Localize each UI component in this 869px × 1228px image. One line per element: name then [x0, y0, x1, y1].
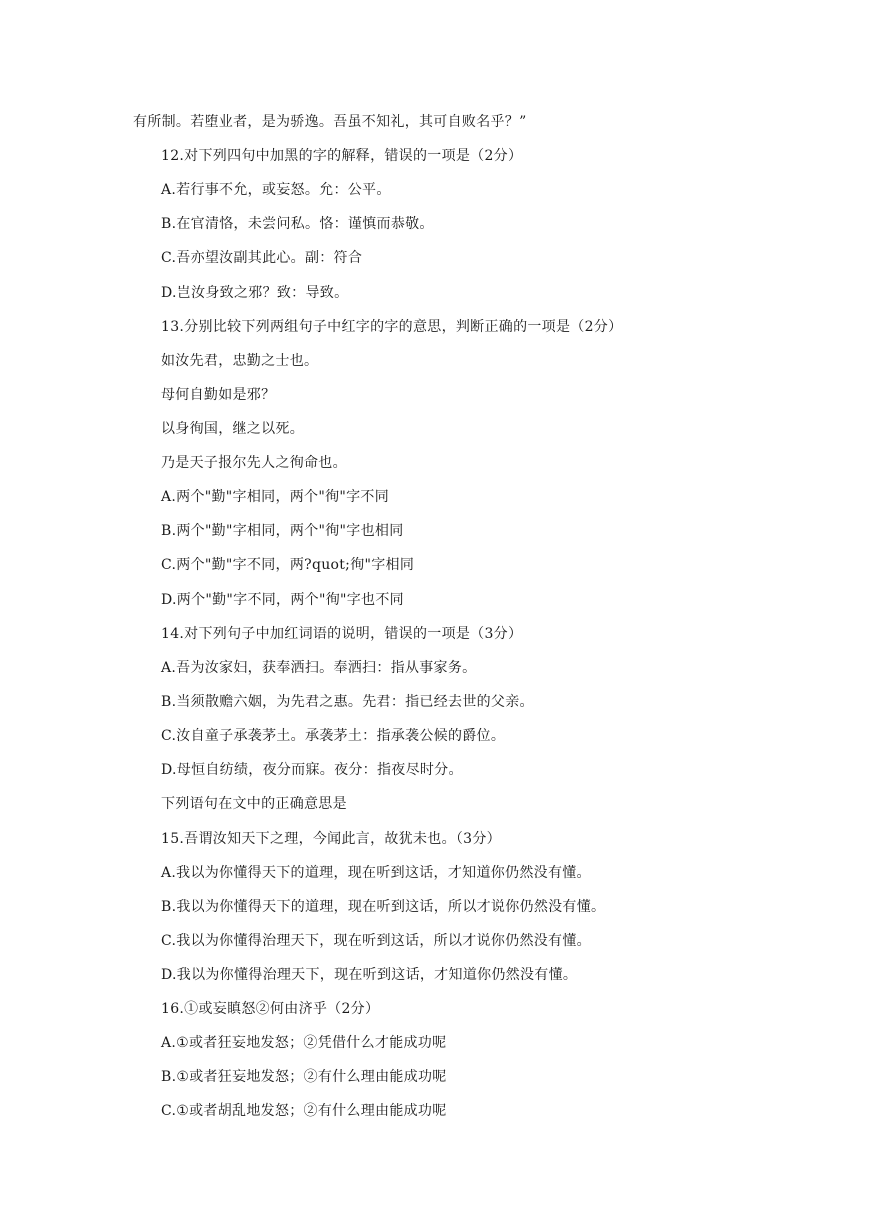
question-16-option-c: C.①或者胡乱地发怒；②有什么理由能成功呢 [161, 1103, 447, 1119]
question-14-option-c: C.汝自童子承袭茅土。承袭茅土：指承袭公候的爵位。 [161, 728, 506, 744]
question-12-option-b: B.在官清恪，未尝问私。恪：谨慎而恭敬。 [161, 216, 434, 232]
question-13-option-d: D.两个"勤"字不同，两个"徇"字也不同 [161, 592, 404, 608]
question-13-sentence-1: 如汝先君，忠勤之士也。 [161, 353, 319, 369]
question-13-option-a: A.两个"勤"字相同，两个"徇"字不同 [161, 489, 390, 505]
question-13-sentence-3: 以身徇国，继之以死。 [161, 421, 304, 437]
question-15-option-d: D.我以为你懂得治理天下，现在听到这话，才知道你仍然没有懂。 [161, 967, 578, 983]
question-15-stem: 15.吾谓汝知天下之理，今闻此言，故犹未也。（3分） [161, 831, 501, 847]
question-13-option-b: B.两个"勤"字相同，两个"徇"字也相同 [161, 523, 404, 539]
question-12-option-c: C.吾亦望汝副其此心。副：符合 [161, 250, 363, 266]
question-13-option-c: C.两个"勤"字不同，两?quot;徇"字相同 [161, 557, 415, 573]
question-16-option-b: B.①或者狂妄地发怒；②有什么理由能成功呢 [161, 1069, 447, 1085]
question-13-stem: 13.分别比较下列两组句子中红字的字的意思，判断正确的一项是（2分） [161, 319, 623, 335]
section-instruction: 下列语句在文中的正确意思是 [161, 796, 347, 812]
question-13-sentence-2: 母何自勤如是邪？ [161, 387, 276, 403]
question-12-option-d: D.岂汝身致之邪？致：导致。 [161, 285, 349, 301]
question-13-sentence-4: 乃是天子报尔先人之徇命也。 [161, 455, 347, 471]
question-12-stem: 12.对下列四句中加黑的字的解释，错误的一项是（2分） [161, 148, 523, 164]
question-12-option-a: A.若行事不允，或妄怒。允：公平。 [161, 182, 391, 198]
question-16-option-a: A.①或者狂妄地发怒；②凭借什么才能成功呢 [161, 1035, 447, 1051]
question-14-option-b: B.当须散赡六姻，为先君之惠。先君：指已经去世的父亲。 [161, 694, 534, 710]
question-14-option-a: A.吾为汝家妇，获奉洒扫。奉洒扫：指从事家务。 [161, 660, 477, 676]
question-15-option-a: A.我以为你懂得天下的道理，现在听到这话，才知道你仍然没有懂。 [161, 865, 591, 881]
question-15-option-c: C.我以为你懂得治理天下，现在听到这话，所以才说你仍然没有懂。 [161, 933, 591, 949]
question-14-option-d: D.母恒自纺绩，夜分而寐。夜分：指夜尽时分。 [161, 762, 463, 778]
question-15-option-b: B.我以为你懂得天下的道理，现在听到这话，所以才说你仍然没有懂。 [161, 899, 606, 915]
question-16-stem: 16.①或妄瞋怒②何由济乎（2分） [161, 1001, 380, 1017]
passage-text-line: 有所制。若堕业者，是为骄逸。吾虽不知礼，其可自败名乎？” [133, 114, 527, 130]
question-14-stem: 14.对下列句子中加红词语的说明，错误的一项是（3分） [161, 626, 523, 642]
